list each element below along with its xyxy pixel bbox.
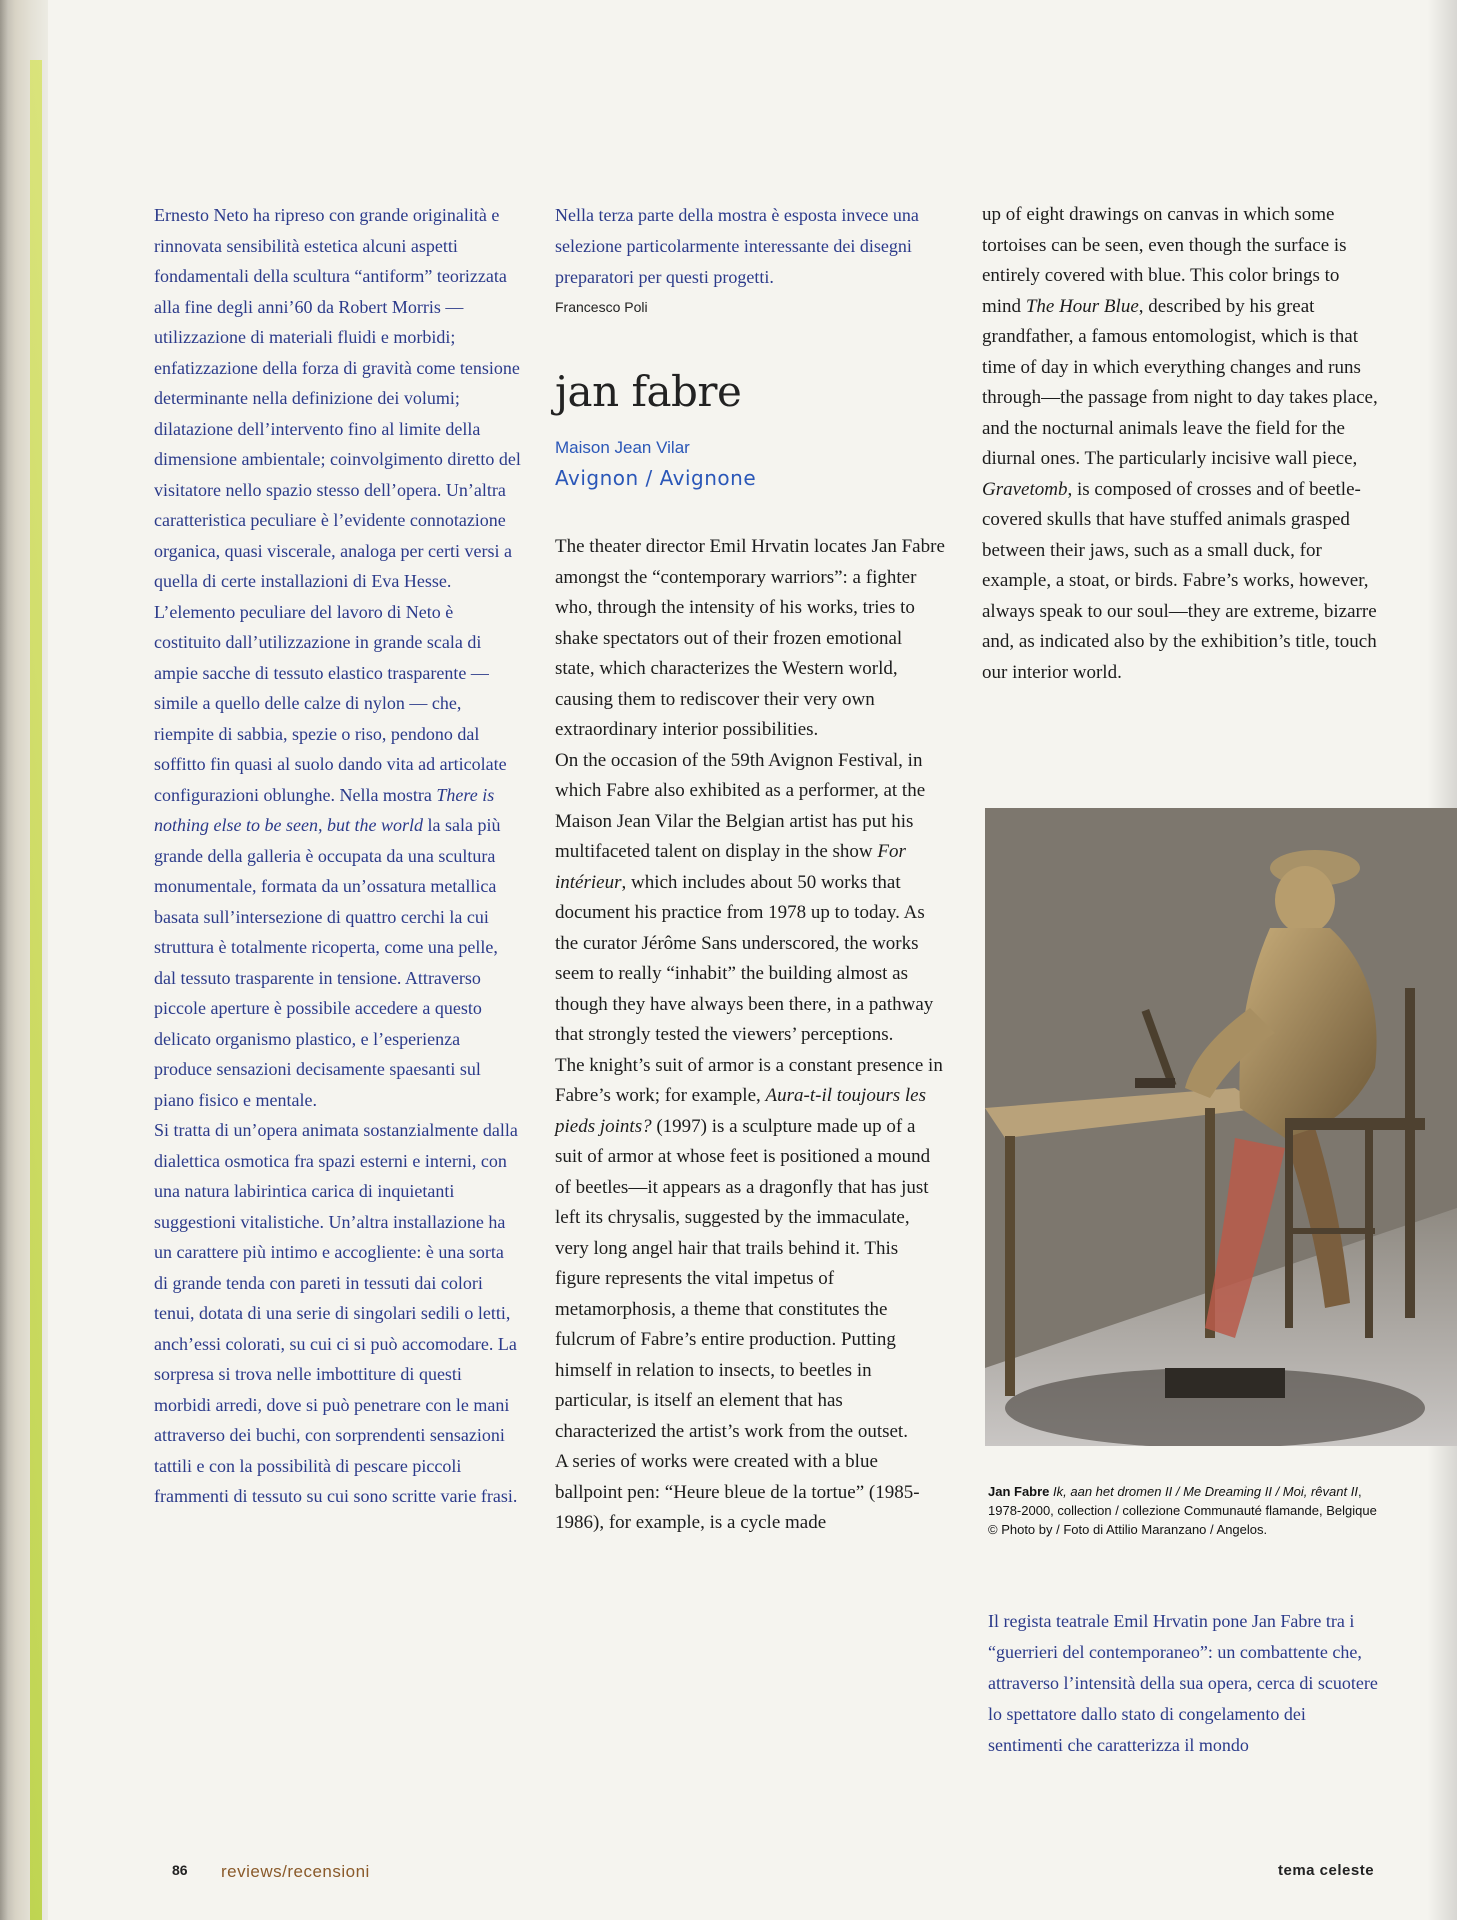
page-number: 86: [172, 1862, 188, 1878]
author-byline: Francesco Poli: [555, 299, 648, 315]
section-label: reviews/recensioni: [221, 1862, 370, 1881]
photo-caption: [988, 1482, 1383, 1539]
fabre-italian-paragraph: Il regista teatrale Emil Hrvatin pone Jan Fabre tra i “guerrieri del contemporaneo”: un combattente che, attraverso l’intensità della sua opera, cerca di scuotere lo spettatore dallo stato di congelamento dei sentimenti che caratterizza il mondo: [988, 1611, 1378, 1755]
fabre-paragraph-1: The theater director Emil Hrvatin locates Jan Fabre amongst the “contemporary warriors”: a fighter who, through the intensity of his works, tries to shake spectators out of their frozen emotional state, which characterizes the Western world, causing them to rediscover their very own extraordinary interior possibilities.: [555, 536, 945, 740]
color-strip: [30, 60, 42, 1920]
fabre-paragraph-2: On the occasion of the 59th Avignon Festival, in which Fabre also exhibited as a performer, at the Maison Jean Vilar the Belgian artist has put his multifaceted talent on display in the show For intérieur, which includes about 50 works that document his practice from 1978 up to today. As the curator Jérôme Sans underscored, the works seem to really “inhabit” the building almost as though they have always been there, in a pathway that strongly tested the viewers’ perceptions.: [555, 749, 934, 1045]
neto-show-title: There is nothing else to be seen, but the world: [154, 784, 495, 835]
hour-blue-title: The Hour Blue: [1025, 295, 1139, 317]
fabre-paragraph-5: up of eight drawings on canvas in which some tortoises can be seen, even though the surface is entirely covered with blue. This color brings to mind The Hour Blue, described by his great grandfather, a famous entomologist, which is that time of day in which everything changes and runs through—the passage from night to day takes place, and the nocturnal animals leave the field for the diurnal ones. The particularly incisive wall piece, Gravetomb, is composed of crosses and of beetle-covered skulls that have stuffed animals grasped between their jaws, such as a small duck, for example, a stoat, or birds. Fabre’s works, however, always speak to our soul—they are extreme, bizarre and, as indicated also by the exhibition’s title, touch our interior world.: [982, 204, 1378, 683]
neto-paragraph-1: Ernesto Neto ha ripreso con grande originalità e rinnovata sensibilità estetica alcuni aspetti fondamentali della scultura “antiform” teorizzata alla fine degli anni’60 da Robert Morris — utilizzazione di materiali fluidi e morbidi; enfatizzazione della forza di gravità come tensione determinante nella definizione dei volumi; dilatazione dell’intervento fino al limite della dimensione ambientale; coinvolgimento diretto del visitatore nello spazio stesso dell’opera. Un’altra caratteristica peculiare è l’evidente connotazione organica, quasi viscerale, analoga per certi versi a quella di certe installazioni di Eva Hesse.: [154, 205, 521, 591]
caption-artist: Jan Fabre: [988, 1484, 1050, 1499]
fabre-paragraph-3: The knight’s suit of armor is a constant presence in Fabre’s work; for example, Aura-t-il toujours les pieds joints? (1997) is a sculpture made up of a suit of armor at whose feet is positioned a mound of beetles—it appears as a dragonfly that has just left its chrysalis, suggested by the immaculate, very long angel hair that trails behind it. This figure represents the vital impetus of metamorphosis, a theme that constitutes the fulcrum of Fabre’s entire production. Putting himself in relation to insects, to beetles in particular, is itself an element that has characterized the artist’s work from the outset.: [555, 1054, 943, 1442]
artwork-photo: [985, 808, 1457, 1446]
fabre-english-text: [555, 532, 945, 1539]
caption-credits: , 1978-2000, collection / collezione Communauté flamande, Belgique © Photo by / Foto di Attilio Maranzano / Angelos.: [988, 1484, 1377, 1537]
venue-name: Maison Jean Vilar: [555, 438, 690, 457]
seated-figure-sculpture-image: [985, 808, 1457, 1446]
gravetomb-title: Gravetomb: [982, 478, 1068, 500]
neto-paragraph-2: L’elemento peculiare del lavoro di Neto è costituito dall’utilizzazione in grande scala di ampie sacche di tessuto elastico trasparente — simile a quello delle calze di nylon — che, riempite di sabbia, spezie o riso, pendono dal soffitto fin quasi al suolo dando vita ad articolate configurazioni oblunghe. Nella mostra There is nothing else to be seen, but the world la sala più grande della galleria è occupata da una scultura monumentale, formata da un’ossatura metallica basata sull’intersezione di quattro cerchi la cui struttura è totalmente ricoperta, come una pelle, dal tessuto trasparente in tensione. Attraverso piccole aperture è possibile accedere a questo delicato organismo plastico, e l’esperienza produce sensazioni decisamente spaesanti sul piano fisico e mentale.: [154, 601, 507, 1110]
column-left-italian: [154, 200, 522, 1512]
fabre-work-title: Aura-t-il toujours les pieds joints?: [555, 1085, 926, 1137]
venue-city: Avignon / Avignone: [555, 466, 757, 490]
neto-closing-paragraph: Nella terza parte della mostra è esposta invece una selezione particolarmente interessante dei disegni preparatori per questi progetti.: [555, 205, 919, 287]
neto-paragraph-3: Si tratta di un’opera animata sostanzialmente dalla dialettica osmotica fra spazi esterni e interni, con una natura labirintica carica di inquietanti suggestioni vitalistiche. Un’altra installazione ha un carattere più intimo e accogliente: è una sorta di grande tenda con pareti in tessuti dai colori tenui, dotata di una serie di singolari sedili o letti, anch’essi colorati, su cui ci si può accomodare. La sorpresa si trova nelle imbottiture di questi morbidi arredi, dove si può penetrare con le mani attraverso dei buchi, con sorprendenti sensazioni tattili e con la possibilità di pescare piccoli frammenti di tessuto su cui sono scritte varie frasi.: [154, 1120, 518, 1506]
column-right-english: [982, 200, 1382, 688]
column-middle: [555, 200, 945, 1539]
magazine-name: tema celeste: [1278, 1862, 1375, 1879]
article-title: jan fabre: [555, 367, 742, 416]
column-right-italian: [988, 1606, 1378, 1761]
fabre-show-title: For intérieur: [555, 841, 906, 893]
fabre-paragraph-4: A series of works were created with a blue ballpoint pen: “Heure bleue de la tortue” (1985-1986), for example, is a cycle made: [555, 1451, 920, 1533]
caption-work-title: Ik, aan het dromen II / Me Dreaming II / Moi, rêvant II: [1049, 1484, 1358, 1499]
